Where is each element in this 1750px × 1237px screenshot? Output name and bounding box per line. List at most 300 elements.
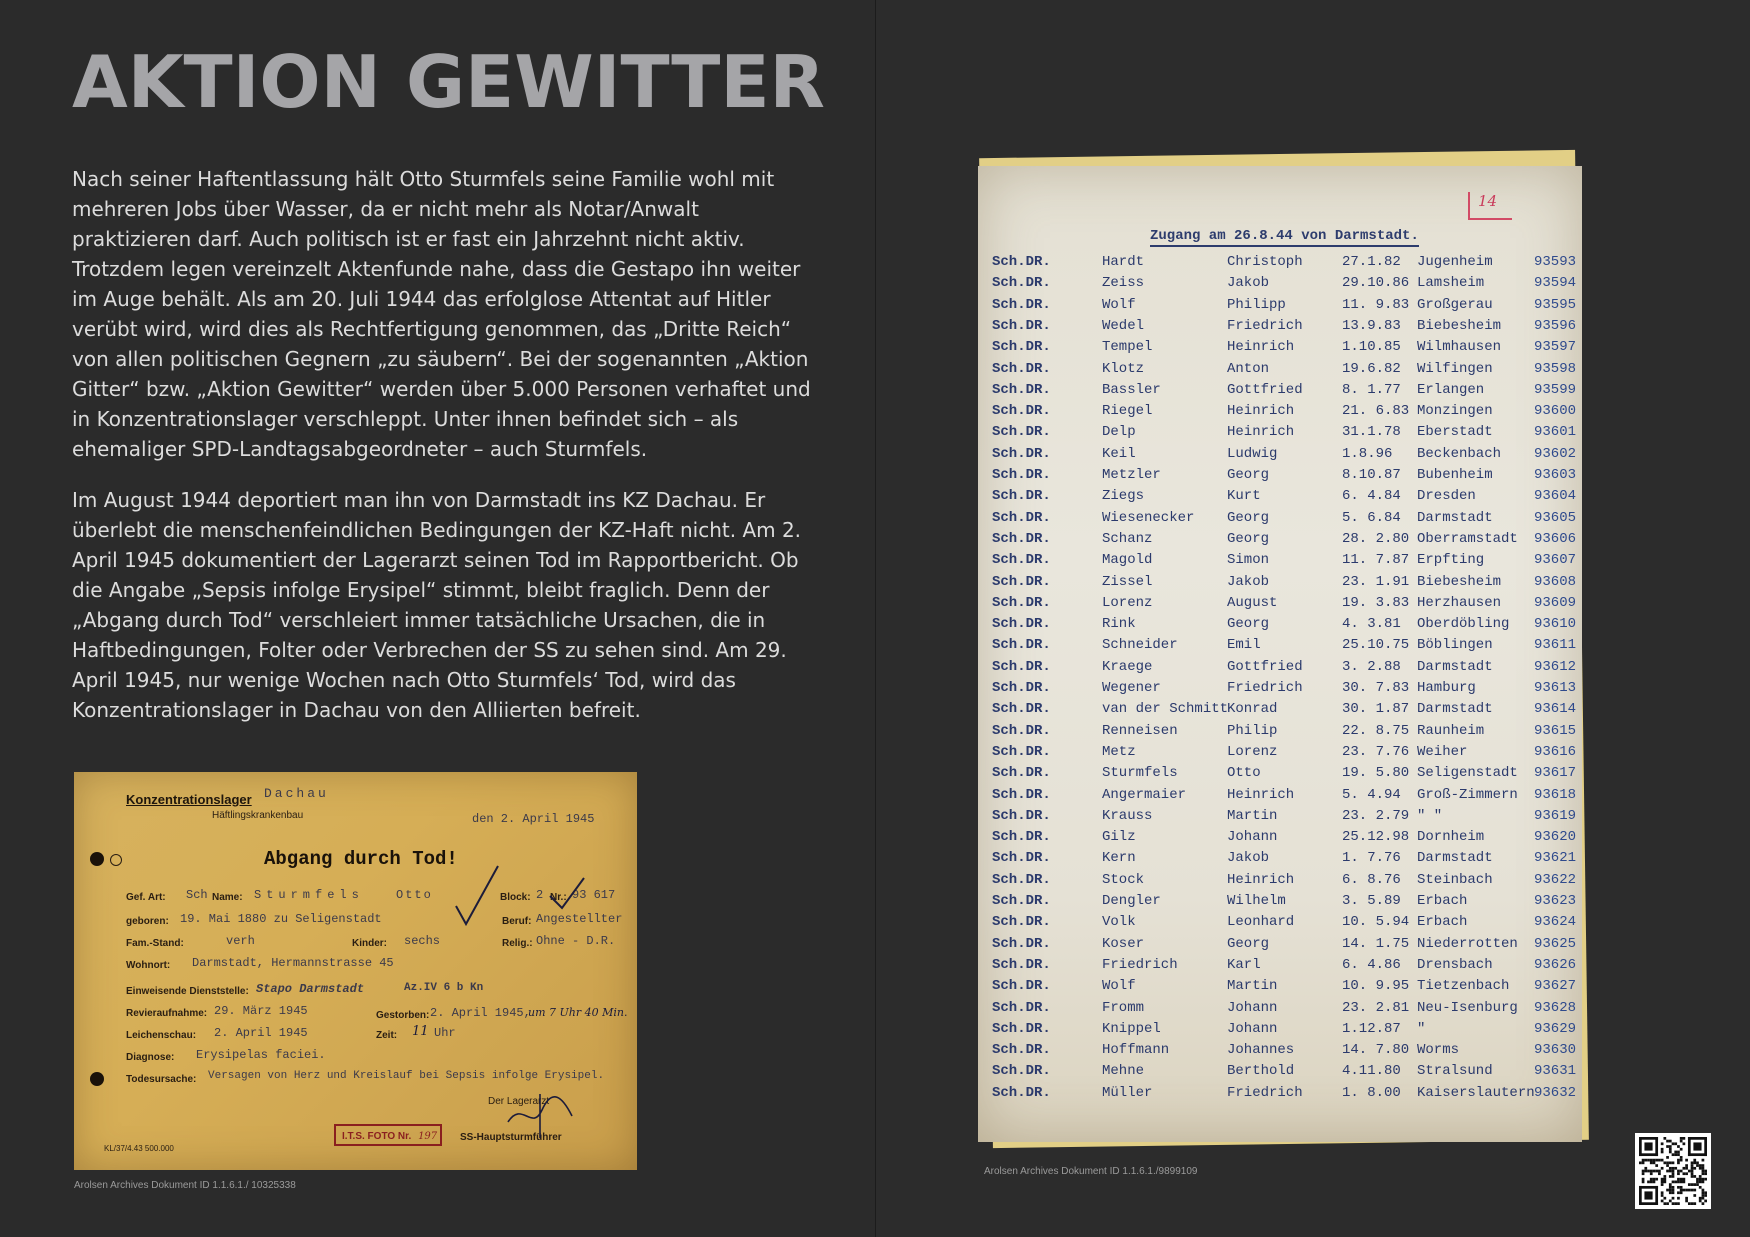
ledger-birth-date: 25.12.98 xyxy=(1342,829,1410,846)
ledger-last-name: Gilz xyxy=(1102,829,1136,846)
ledger-birthplace: Monzingen xyxy=(1417,403,1493,420)
nr-value: 93 617 xyxy=(572,888,616,902)
ledger-first-name: Georg xyxy=(1227,530,1270,547)
ledger-birthplace: Hamburg xyxy=(1417,680,1476,696)
ledger-last-name: Hoffmann xyxy=(1102,1042,1170,1059)
ledger-birthplace: Oberramstadt xyxy=(1417,530,1518,547)
ledger-last-name: Friedrich xyxy=(1102,956,1178,973)
dienststelle-value: Stapo Darmstadt xyxy=(256,982,365,996)
ledger-last-name: Metz xyxy=(1102,743,1136,760)
ledger-prisoner-number: 93613 xyxy=(1534,680,1577,696)
ledger-art: Sch.DR. xyxy=(992,1042,1051,1059)
ledger-last-name: Sturmfels xyxy=(1102,765,1178,782)
ledger-prisoner-number: 93615 xyxy=(1534,722,1577,739)
geboren-value: 19. Mai 1880 zu Seligenstadt xyxy=(180,912,382,926)
ledger-last-name: Metzler xyxy=(1102,467,1161,483)
ledger-birth-date: 31.1.78 xyxy=(1342,424,1401,441)
qr-code-icon[interactable] xyxy=(1635,1133,1711,1209)
relig-value: Ohne - D.R. xyxy=(536,934,616,948)
ledger-art: Sch.DR. xyxy=(992,488,1051,505)
ledger-first-name: Friedrich xyxy=(1227,680,1303,696)
ledger-birth-date: 3. 5.89 xyxy=(1342,893,1401,909)
lagerarzt-label: Der Lagerarzt xyxy=(488,1096,550,1107)
ledger-prisoner-number: 93600 xyxy=(1534,403,1577,420)
ledger-birth-date: 1. 7.76 xyxy=(1342,850,1401,867)
ledger-birthplace: Worms xyxy=(1417,1042,1460,1059)
beruf-value: Angestellter xyxy=(536,912,623,926)
card-caption: Arolsen Archives Dokument ID 1.1.6.1./ 10325338 xyxy=(74,1180,296,1191)
ledger-last-name: Klotz xyxy=(1102,360,1145,377)
card-date: den 2. April 1945 xyxy=(472,812,595,826)
fam-value: verh xyxy=(226,934,255,948)
page-title: AKTION GEWITTER xyxy=(72,40,825,124)
ledger-art: Sch.DR. xyxy=(992,254,1051,270)
dienststelle-label: Einweisende Dienststelle: xyxy=(126,986,249,997)
ledger-last-name: Delp xyxy=(1102,424,1136,441)
ledger-birth-date: 5. 4.94 xyxy=(1342,786,1401,803)
ledger-art: Sch.DR. xyxy=(992,829,1051,846)
block-label: Block: xyxy=(500,892,531,903)
ledger-birthplace: Eberstadt xyxy=(1417,424,1493,441)
ledger-birth-date: 4. 3.81 xyxy=(1342,616,1401,633)
ledger-last-name: Ziegs xyxy=(1102,488,1145,505)
ledger-birth-date: 19.6.82 xyxy=(1342,360,1401,377)
ledger-first-name: Jakob xyxy=(1227,573,1270,590)
punch-hole-lower xyxy=(90,1072,104,1086)
ledger-first-name: Martin xyxy=(1227,978,1278,995)
ledger-prisoner-number: 93604 xyxy=(1534,488,1577,505)
ledger-birthplace: Beckenbach xyxy=(1417,445,1502,462)
ledger-birthplace: Lamsheim xyxy=(1417,275,1485,292)
ledger-prisoner-number: 93612 xyxy=(1534,658,1577,675)
ledger-first-name: Emil xyxy=(1227,637,1261,654)
paragraph-2: Im August 1944 deportiert man ihn von Darmstadt ins KZ Dachau. Er überlebt die menschenfeindlichen Bedingungen der KZ-Haft nicht. Am 2. April 1945 dokumentiert der Lagerarzt seinen Tod im Rapportbericht. Ob die Angabe „Sepsis infolge Erysipel“ stimmt, bleibt fraglich. Denn der „Abgang durch Tod“ verschleiert immer tatsächliche Ursachen, die in Haftbedingungen, Folter oder Verbrechen der SS zu sehen sind. Am 29. April 1945, nur wenige Wochen nach Otto Sturmfels‘ Tod, wird das Konzentrationslager in Dachau von den Alliierten befreit. xyxy=(72,488,802,722)
ledger-last-name: Wolf xyxy=(1102,296,1136,313)
beruf-label: Beruf: xyxy=(502,916,532,927)
ledger-last-name: Zissel xyxy=(1102,573,1153,590)
ledger-birth-date: 8.10.87 xyxy=(1342,467,1401,483)
zeit-handwriting: 11 xyxy=(412,1024,429,1039)
ledger-birth-date: 1.8.96 xyxy=(1342,445,1393,462)
ledger-birthplace: Dresden xyxy=(1417,488,1476,505)
ledger-birthplace: Erlangen xyxy=(1417,381,1485,398)
ledger-art: Sch.DR. xyxy=(992,616,1051,633)
ledger-prisoner-number: 93606 xyxy=(1534,530,1577,547)
ledger-art: Sch.DR. xyxy=(992,658,1051,675)
ledger-first-name: Gottfried xyxy=(1227,658,1303,675)
rank-label: SS-Hauptsturmführer xyxy=(460,1132,562,1143)
ledger-birth-date: 28. 2.80 xyxy=(1342,530,1410,547)
ledger-birth-date: 8. 1.77 xyxy=(1342,381,1401,398)
ledger-prisoner-number: 93595 xyxy=(1534,296,1577,313)
ledger-last-name: Magold xyxy=(1102,552,1153,569)
ledger-birth-date: 6. 8.76 xyxy=(1342,871,1401,888)
ledger-art: Sch.DR. xyxy=(992,1084,1051,1101)
ledger-birth-date: 1.10.85 xyxy=(1342,339,1401,356)
az-value: Az.IV 6 b Kn xyxy=(404,982,484,994)
wohnort-value: Darmstadt, Hermannstrasse 45 xyxy=(192,956,394,970)
ledger-first-name: Ludwig xyxy=(1227,445,1278,462)
ledger-art: Sch.DR. xyxy=(992,509,1051,526)
ledger-birth-date: 14. 7.80 xyxy=(1342,1042,1410,1059)
ledger-first-name: Friedrich xyxy=(1227,317,1303,334)
ledger-birth-date: 1. 8.00 xyxy=(1342,1084,1401,1101)
ledger-last-name: Wegener xyxy=(1102,680,1161,696)
ledger-art: Sch.DR. xyxy=(992,786,1051,803)
ledger-art: Sch.DR. xyxy=(992,360,1051,377)
ledger-birth-date: 5. 6.84 xyxy=(1342,509,1401,526)
ledger-prisoner-number: 93597 xyxy=(1534,339,1577,356)
ledger-birth-date: 4.11.80 xyxy=(1342,1063,1401,1080)
ledger-first-name: Johann xyxy=(1227,829,1278,846)
signature-mark xyxy=(502,1092,582,1142)
ledger-prisoner-number: 93627 xyxy=(1534,978,1577,995)
ledger-birth-date: 11. 7.87 xyxy=(1342,552,1410,569)
ledger-last-name: Tempel xyxy=(1102,339,1153,356)
ledger-birthplace: Biebesheim xyxy=(1417,317,1502,334)
ledger-last-name: Schneider xyxy=(1102,637,1178,654)
ledger-prisoner-number: 93621 xyxy=(1534,850,1577,867)
ledger-prisoner-number: 93599 xyxy=(1534,381,1577,398)
ledger-art: Sch.DR. xyxy=(992,637,1051,654)
ledger-last-name: Angermaier xyxy=(1102,786,1187,803)
todesursache-label: Todesursache: xyxy=(126,1074,197,1085)
ledger-prisoner-number: 93610 xyxy=(1534,616,1577,633)
ledger-first-name: Heinrich xyxy=(1227,786,1295,803)
ledger-first-name: Georg xyxy=(1227,935,1270,952)
ledger-first-name: Heinrich xyxy=(1227,339,1295,356)
name-label: Name: xyxy=(212,892,243,903)
page-number: 14 xyxy=(1468,192,1512,220)
ledger-art: Sch.DR. xyxy=(992,999,1051,1016)
ledger-birthplace: Bubenheim xyxy=(1417,467,1493,483)
ledger-first-name: Philip xyxy=(1227,722,1278,739)
ledger-birth-date: 21. 6.83 xyxy=(1342,403,1410,420)
ledger-prisoner-number: 93605 xyxy=(1534,509,1577,526)
ledger-birth-date: 14. 1.75 xyxy=(1342,935,1410,952)
gestorben-label: Gestorben: xyxy=(376,1010,430,1021)
circle-mark xyxy=(110,854,122,866)
ledger-birth-date: 27.1.82 xyxy=(1342,254,1401,270)
ledger-birth-date: 25.10.75 xyxy=(1342,637,1410,654)
ledger-last-name: Müller xyxy=(1102,1084,1153,1101)
ledger-art: Sch.DR. xyxy=(992,743,1051,760)
its-photo-stamp xyxy=(334,1124,442,1146)
ledger-prisoner-number: 93614 xyxy=(1534,701,1577,718)
ledger-first-name: Georg xyxy=(1227,467,1270,483)
ledger-birth-date: 3. 2.88 xyxy=(1342,658,1401,675)
ledger-birthplace: Oberdöbling xyxy=(1417,616,1510,633)
todesursache-value: Versagen von Herz und Kreislauf bei Sepsis infolge Erysipel. xyxy=(208,1070,605,1082)
ledger-page xyxy=(978,166,1582,1142)
ledger-prisoner-number: 93617 xyxy=(1534,765,1577,782)
ledger-birth-date: 23. 1.91 xyxy=(1342,573,1410,590)
ledger-birthplace: Darmstadt xyxy=(1417,658,1493,675)
gestorben-handwriting: um 7 Uhr 40 Min. xyxy=(528,1006,628,1019)
ledger-last-name: Hardt xyxy=(1102,254,1145,270)
ledger-birthplace: Tietzenbach xyxy=(1417,978,1510,995)
ledger-first-name: Kurt xyxy=(1227,488,1261,505)
ledger-prisoner-number: 93607 xyxy=(1534,552,1577,569)
ledger-birth-date: 11. 9.83 xyxy=(1342,296,1410,313)
ledger-first-name: Georg xyxy=(1227,616,1270,633)
ledger-prisoner-number: 93624 xyxy=(1534,914,1577,931)
ledger-last-name: Stock xyxy=(1102,871,1145,888)
ledger-birth-date: 6. 4.84 xyxy=(1342,488,1401,505)
ledger-prisoner-number: 93596 xyxy=(1534,317,1577,334)
ledger-birth-date: 23. 7.76 xyxy=(1342,743,1410,760)
ledger-last-name: Koser xyxy=(1102,935,1145,952)
ledger-prisoner-number: 93620 xyxy=(1534,829,1577,846)
ledger-first-name: Johann xyxy=(1227,999,1278,1016)
ledger-first-name: Heinrich xyxy=(1227,403,1295,420)
ledger-birthplace: Weiher xyxy=(1417,743,1468,760)
ledger-caption: Arolsen Archives Dokument ID 1.1.6.1./9899109 xyxy=(984,1166,1198,1177)
diagnose-value: Erysipelas faciei. xyxy=(196,1048,326,1062)
ledger-prisoner-number: 93628 xyxy=(1534,999,1577,1016)
ledger-birth-date: 10. 9.95 xyxy=(1342,978,1410,995)
kinder-label: Kinder: xyxy=(352,938,387,949)
ledger-birth-date: 19. 3.83 xyxy=(1342,594,1410,611)
ledger-birthplace: Wilmhausen xyxy=(1417,339,1502,356)
ledger-first-name: August xyxy=(1227,594,1278,611)
ledger-art: Sch.DR. xyxy=(992,978,1051,995)
ledger-art: Sch.DR. xyxy=(992,807,1051,824)
death-record-card xyxy=(74,772,637,1170)
ledger-last-name: Dengler xyxy=(1102,893,1161,909)
ledger-art: Sch.DR. xyxy=(992,1020,1051,1037)
ledger-art: Sch.DR. xyxy=(992,680,1051,696)
ledger-last-name: Mehne xyxy=(1102,1063,1145,1080)
ledger-art: Sch.DR. xyxy=(992,552,1051,569)
ledger-birth-date: 22. 8.75 xyxy=(1342,722,1410,739)
ledger-first-name: Konrad xyxy=(1227,701,1278,718)
ledger-birthplace: Wilfingen xyxy=(1417,360,1493,377)
ledger-prisoner-number: 93608 xyxy=(1534,573,1577,590)
leichenschau-label: Leichenschau: xyxy=(126,1030,197,1041)
ledger-art: Sch.DR. xyxy=(992,424,1051,441)
ledger-art: Sch.DR. xyxy=(992,339,1051,356)
ledger-art: Sch.DR. xyxy=(992,296,1051,313)
ledger-first-name: Christoph xyxy=(1227,254,1303,270)
ledger-last-name: Wiesenecker xyxy=(1102,509,1195,526)
ledger-birthplace: " " xyxy=(1417,807,1443,824)
relig-label: Relig.: xyxy=(502,938,533,949)
ledger-birthplace: Steinbach xyxy=(1417,871,1493,888)
ledger-birthplace: Böblingen xyxy=(1417,637,1493,654)
ledger-art: Sch.DR. xyxy=(992,871,1051,888)
ledger-heading: Zugang am 26.8.44 von Darmstadt. xyxy=(1150,228,1419,247)
ledger-first-name: Anton xyxy=(1227,360,1270,377)
ledger-art: Sch.DR. xyxy=(992,765,1051,782)
ledger-last-name: Schanz xyxy=(1102,530,1153,547)
ledger-birthplace: Drensbach xyxy=(1417,956,1493,973)
ledger-birthplace: Darmstadt xyxy=(1417,850,1493,867)
intake-ledger xyxy=(978,158,1590,1150)
ledger-last-name: Krauss xyxy=(1102,807,1153,824)
camp-value: Dachau xyxy=(264,786,329,801)
ledger-first-name: Karl xyxy=(1227,956,1261,973)
ledger-last-name: Wedel xyxy=(1102,317,1145,334)
ledger-art: Sch.DR. xyxy=(992,317,1051,334)
fam-label: Fam.-Stand: xyxy=(126,938,184,949)
zeit-unit: Uhr xyxy=(434,1026,456,1040)
gef-art-label: Gef. Art: xyxy=(126,892,166,903)
stamp-number: 197 xyxy=(418,1131,438,1142)
diagnose-label: Diagnose: xyxy=(126,1052,175,1063)
ledger-first-name: Berthold xyxy=(1227,1063,1295,1080)
ledger-birth-date: 13.9.83 xyxy=(1342,317,1401,334)
ledger-birthplace: Biebesheim xyxy=(1417,573,1502,590)
sub-label: Häftlingskrankenbau xyxy=(212,810,304,821)
ledger-last-name: Bassler xyxy=(1102,381,1161,398)
name-value: Sturmfels xyxy=(254,888,364,902)
ledger-first-name: Friedrich xyxy=(1227,1084,1303,1101)
card-heading: Abgang durch Tod! xyxy=(264,848,458,870)
ledger-last-name: van der Schmitt xyxy=(1102,701,1229,718)
ledger-birth-date: 19. 5.80 xyxy=(1342,765,1410,782)
body-text xyxy=(72,164,812,746)
ledger-art: Sch.DR. xyxy=(992,956,1051,973)
ledger-prisoner-number: 93619 xyxy=(1534,807,1577,824)
ledger-art: Sch.DR. xyxy=(992,594,1051,611)
ledger-art: Sch.DR. xyxy=(992,722,1051,739)
ledger-first-name: Johann xyxy=(1227,1020,1278,1037)
ledger-birthplace: Groß-Zimmern xyxy=(1417,786,1518,803)
ledger-art: Sch.DR. xyxy=(992,445,1051,462)
ledger-last-name: Riegel xyxy=(1102,403,1153,420)
ledger-first-name: Leonhard xyxy=(1227,914,1295,931)
ledger-last-name: Kern xyxy=(1102,850,1136,867)
ledger-first-name: Jakob xyxy=(1227,850,1270,867)
ledger-prisoner-number: 93622 xyxy=(1534,871,1577,888)
ledger-prisoner-number: 93593 xyxy=(1534,254,1577,270)
ledger-birthplace: Herzhausen xyxy=(1417,594,1502,611)
ledger-art: Sch.DR. xyxy=(992,893,1051,909)
ledger-prisoner-number: 93632 xyxy=(1534,1084,1577,1101)
ledger-birthplace: Erbach xyxy=(1417,914,1468,931)
form-code: KL/37/4.43 500.000 xyxy=(104,1144,174,1153)
geboren-label: geboren: xyxy=(126,916,169,927)
ledger-birth-date: 29.10.86 xyxy=(1342,275,1410,292)
ledger-last-name: Lorenz xyxy=(1102,594,1153,611)
stamp-text: I.T.S. FOTO Nr. xyxy=(342,1131,412,1142)
ledger-first-name: Jakob xyxy=(1227,275,1270,292)
ledger-art: Sch.DR. xyxy=(992,701,1051,718)
gestorben-value: 2. April 1945, xyxy=(430,1006,531,1020)
paragraph-1: Nach seiner Haftentlassung hält Otto Sturmfels seine Familie wohl mit mehreren Jobs über Wasser, da er nicht mehr als Notar/Anwalt praktizieren darf. Auch politisch ist er fast ein Jahrzehnt nicht aktiv. Trotzdem legen vereinzelt Aktenfunde nahe, dass die Gestapo ihn weiter im Auge behält. Als am 20. Juli 1944 das erfolglose Attentat auf Hitler verübt wird, wird dies als Rechtfertigung genommen, das „Dritte Reich“ von allen politischen Gegnern „zu säubern“. Bei der sogenannten „Aktion Gitter“ bzw. „Aktion Gewitter“ werden über 5.000 Personen verhaftet und in Konzentrationslager verschleppt. Unter ihnen befindet sich – als ehemaliger SPD-Landtagsabgeordneter – auch Sturmfels. xyxy=(72,167,811,461)
ledger-last-name: Keil xyxy=(1102,445,1136,462)
ledger-birthplace: Niederrotten xyxy=(1417,935,1518,952)
ledger-birth-date: 30. 7.83 xyxy=(1342,680,1410,696)
wohnort-label: Wohnort: xyxy=(126,960,171,971)
ledger-birth-date: 23. 2.79 xyxy=(1342,807,1410,824)
ledger-art: Sch.DR. xyxy=(992,573,1051,590)
ledger-prisoner-number: 93602 xyxy=(1534,445,1577,462)
ledger-first-name: Heinrich xyxy=(1227,424,1295,441)
ledger-first-name: Lorenz xyxy=(1227,743,1278,760)
ledger-last-name: Rink xyxy=(1102,616,1136,633)
ledger-art: Sch.DR. xyxy=(992,275,1051,292)
qr-code-graphic xyxy=(1639,1137,1707,1205)
zeit-label: Zeit: xyxy=(376,1030,398,1041)
ledger-prisoner-number: 93594 xyxy=(1534,275,1577,292)
ledger-first-name: Georg xyxy=(1227,509,1270,526)
camp-label: Konzentrationslager xyxy=(126,792,252,807)
ledger-birth-date: 23. 2.81 xyxy=(1342,999,1410,1016)
ledger-birthplace: Darmstadt xyxy=(1417,701,1493,718)
ledger-birthplace: Raunheim xyxy=(1417,722,1485,739)
ledger-first-name: Simon xyxy=(1227,552,1270,569)
ledger-birthplace: Stralsund xyxy=(1417,1063,1493,1080)
revier-label: Revieraufnahme: xyxy=(126,1008,208,1019)
first-name-value: Otto xyxy=(396,888,433,902)
ledger-last-name: Renneisen xyxy=(1102,722,1178,739)
ledger-first-name: Philipp xyxy=(1227,296,1286,313)
ledger-last-name: Volk xyxy=(1102,914,1136,931)
ledger-birth-date: 10. 5.94 xyxy=(1342,914,1410,931)
ledger-birth-date: 30. 1.87 xyxy=(1342,701,1410,718)
ledger-birthplace: Kaiserslautern xyxy=(1417,1084,1535,1101)
ledger-birthplace: " xyxy=(1417,1020,1426,1037)
ledger-art: Sch.DR. xyxy=(992,530,1051,547)
ledger-birthplace: Erbach xyxy=(1417,893,1468,909)
ledger-birth-date: 1.12.87 xyxy=(1342,1020,1401,1037)
ledger-art: Sch.DR. xyxy=(992,935,1051,952)
ledger-birthplace: Neu-Isenburg xyxy=(1417,999,1518,1016)
ledger-first-name: Otto xyxy=(1227,765,1261,782)
revier-value: 29. März 1945 xyxy=(214,1004,308,1018)
ledger-art: Sch.DR. xyxy=(992,914,1051,931)
ledger-prisoner-number: 93631 xyxy=(1534,1063,1577,1080)
ledger-first-name: Heinrich xyxy=(1227,871,1295,888)
ledger-art: Sch.DR. xyxy=(992,850,1051,867)
ledger-last-name: Wolf xyxy=(1102,978,1136,995)
ledger-last-name: Fromm xyxy=(1102,999,1145,1016)
checkmark-signatures xyxy=(454,862,624,932)
block-value: 2 xyxy=(536,888,544,902)
ledger-prisoner-number: 93629 xyxy=(1534,1020,1577,1037)
ledger-art: Sch.DR. xyxy=(992,381,1051,398)
ledger-prisoner-number: 93618 xyxy=(1534,786,1577,803)
ledger-first-name: Wilhelm xyxy=(1227,893,1286,909)
ledger-art: Sch.DR. xyxy=(992,403,1051,420)
ledger-prisoner-number: 93601 xyxy=(1534,424,1577,441)
ledger-prisoner-number: 93623 xyxy=(1534,893,1577,909)
ledger-prisoner-number: 93598 xyxy=(1534,360,1577,377)
ledger-last-name: Zeiss xyxy=(1102,275,1145,292)
kinder-value: sechs xyxy=(404,934,441,948)
ledger-art: Sch.DR. xyxy=(992,1063,1051,1080)
ledger-prisoner-number: 93625 xyxy=(1534,935,1577,952)
leichenschau-value: 2. April 1945 xyxy=(214,1026,308,1040)
ledger-birthplace: Erpfting xyxy=(1417,552,1485,569)
ledger-art: Sch.DR. xyxy=(992,467,1051,483)
ledger-first-name: Gottfried xyxy=(1227,381,1303,398)
ledger-prisoner-number: 93616 xyxy=(1534,743,1577,760)
ledger-birthplace: Seligenstadt xyxy=(1417,765,1518,782)
ledger-prisoner-number: 93603 xyxy=(1534,467,1577,483)
ledger-first-name: Martin xyxy=(1227,807,1278,824)
ledger-prisoner-number: 93611 xyxy=(1534,637,1577,654)
nr-label: Nr.: xyxy=(550,892,567,903)
ledger-last-name: Kraege xyxy=(1102,658,1153,675)
ledger-birthplace: Großgerau xyxy=(1417,296,1493,313)
ledger-prisoner-number: 93630 xyxy=(1534,1042,1577,1059)
ledger-birthplace: Jugenheim xyxy=(1417,254,1493,270)
ledger-birth-date: 6. 4.86 xyxy=(1342,956,1401,973)
ledger-prisoner-number: 93626 xyxy=(1534,956,1577,973)
